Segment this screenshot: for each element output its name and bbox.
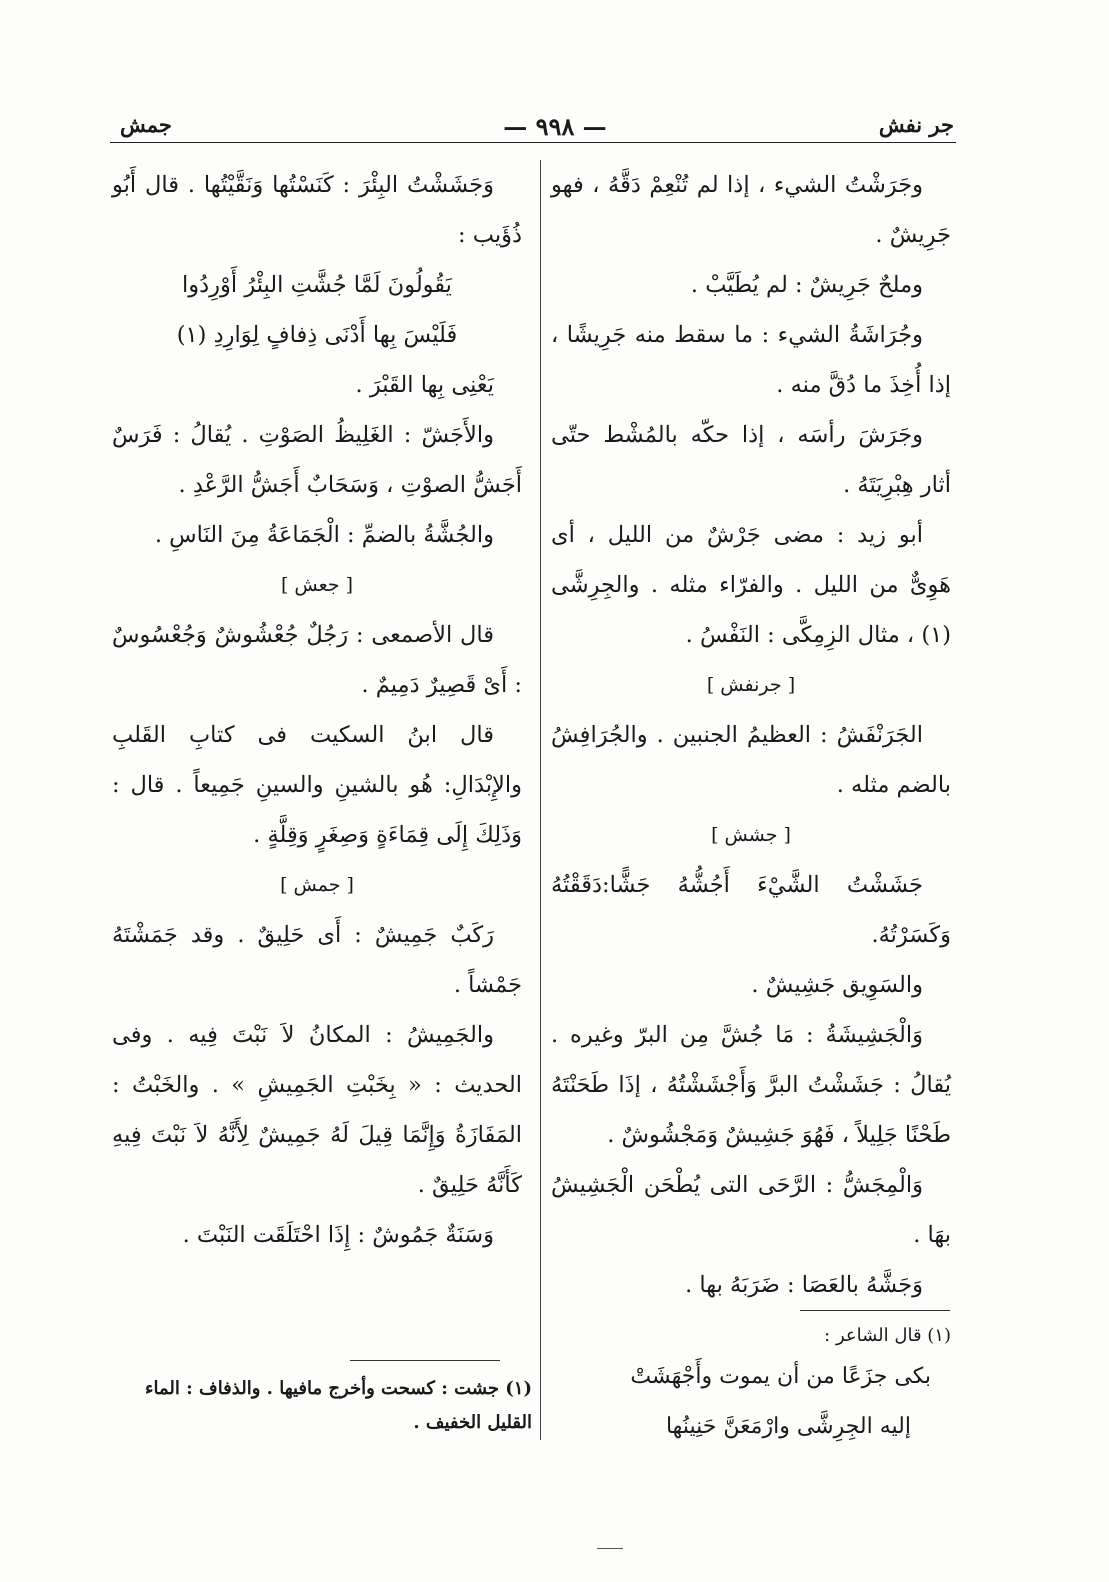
entry-paragraph: وَسَنَةٌ جَمُوشٌ : إِذَا احْتَلَقَت النَبْتَ . xyxy=(182,1222,494,1248)
section-heading: [ جعش ] xyxy=(280,574,354,596)
entry-paragraph: يَعْنِى بِها القَبْرَ . xyxy=(355,372,494,398)
footnote-rule xyxy=(800,1310,950,1311)
verse-line: يَقُولُونَ لَمَّا جُشَّتِ البِئْرُ أَوْرِدُوا xyxy=(182,272,452,298)
section-heading: [ جمش ] xyxy=(280,874,354,896)
column-divider xyxy=(540,160,541,1440)
entry-paragraph: رَكَبٌ جَمِيشٌ : أَى حَلِيقٌ . وقد جَمَشْتَهُ جَمْشاً . xyxy=(112,922,522,998)
entry-paragraph: وَالْجَشِيشَةُ : مَا جُشَّ مِن البرّ وغيره . يُقالُ : جَشَشْتُ البرَّ وَأَجْشَشْتُهُ ، إذَا طَحَنْتَهُ طَحْنًا جَلِيلاً ، فَهُوَ جَشِيشٌ وَمَجْشُوشٌ . xyxy=(551,1022,951,1148)
entry-paragraph: جَشَشْتُ الشَّيْءَ أَجُشُّهُ جَشًّا:دَقَقْتُهُ وَكَسَرْتُهُ. xyxy=(551,872,951,948)
header-root-left: جمش xyxy=(120,112,172,137)
footnote-verse-line: بكى جزَعًا من أن يموت وأَجْهَشَتْ xyxy=(630,1364,931,1389)
entry-paragraph: والجُشَّةُ بالضمِّ : الْجَمَاعَةُ مِنَ النَاسِ . xyxy=(154,522,494,548)
footnote-rule xyxy=(350,1360,500,1361)
header-root-right: جر نفش xyxy=(878,112,954,137)
entry-paragraph: والجَمِيشُ : المكانُ لاَ نَبْتَ فِيه . وفى الحديث : « بِخَبْتِ الجَمِيشِ » . والخَبْتُ : المَفَازَةُ وَإِنَّمَا قِيلَ لَهُ جَمِيشٌ لِأَنَّهُ لاَ نَبْتَ فِيهِ كَأَنَّهُ حَلِيقٌ . xyxy=(112,1022,522,1198)
header-rule xyxy=(110,142,956,143)
page-number: — ٩٩٨ — xyxy=(503,112,607,141)
entry-paragraph: وملحٌ جَرِيشٌ : لم يُطَيَّبْ . xyxy=(690,272,923,298)
entry-paragraph: الجَرَنْفَشُ : العظيمُ الجنبين . والجُرَافِشُ بالضم مثله . xyxy=(551,722,951,798)
entry-paragraph: قال ابنُ السكيت فى كتابِ القَلبِ والإِبْدَالِ: هُو بالشينِ والسينِ جَمِيعاً . قال : وَذَلِكَ إِلَى قِمَاءَةٍ وَصِغَرٍ وَقِلَّةٍ . xyxy=(112,722,522,848)
section-heading: [ جشش ] xyxy=(711,824,791,846)
entry-paragraph: قال الأصمعى : رَجُلٌ جُعْشُوشٌ وَجُعْسُوسٌ : أَىْ قَصِيرٌ دَمِيمٌ . xyxy=(112,622,522,698)
entry-paragraph: وَجَشَشْتُ البِئْرَ : كَنَسْتُها وَنَقَّيْتُها . قال أَبُو ذُؤَيب : xyxy=(112,172,522,248)
entry-paragraph: وجَرَشَ رأسَه ، إذا حكّه بالمُشْط حتّى أثار هِبْرِيَتَهُ . xyxy=(551,422,951,498)
entry-paragraph: والأَجَشّ : الغَلِيظُ الصَوْتِ . يُقالُ : فَرَسٌ أَجَشُّ الصوْتِ ، وَسَحَابٌ أَجَشُّ الرَّعْدِ . xyxy=(112,422,522,498)
entry-paragraph: وَالْمِجَشُّ : الرَّحَى التى يُطْحَن الْجَشِيشُ بهَا . xyxy=(551,1172,951,1248)
footnote-right xyxy=(551,1320,951,1452)
entry-paragraph: والسَوِيق جَشِيشٌ . xyxy=(751,972,923,998)
left-column xyxy=(112,160,522,1260)
right-column xyxy=(551,160,951,1310)
page-end-mark xyxy=(597,1548,623,1549)
footnote-verse-line: إليه الجِرِشَّى وارْمَعَنَّ حَنِينُها xyxy=(665,1414,911,1439)
footnote-left: (١) جشت : كسحت وأخرج مافيها . والذفاف : الماء القليل الخفيف . xyxy=(145,1378,532,1433)
entry-paragraph: أبو زيد : مضى جَرْشٌ من الليل ، أى هَوِىٌّ من الليل . والفرّاء مثله . والجِرِشَّى (١) ، مثال الزِمِكَّى : النَفْسُ . xyxy=(551,522,951,648)
section-heading: [ جرنفش ] xyxy=(706,674,796,696)
entry-paragraph: وجَرَشْتُ الشيء ، إذا لم تُنْعِمْ دَقَّهُ ، فهو جَرِيشٌ . xyxy=(551,172,951,248)
entry-paragraph: وَجَشَّهُ بالعَصَا : ضَرَبَهُ بها . xyxy=(685,1272,923,1298)
entry-paragraph: وجُرَاشَةُ الشيء : ما سقط منه جَرِيشًا ، إذا أُخِذَ ما دُقَّ منه . xyxy=(551,322,951,398)
verse-line: فَلَيْسَ بِها أَدْنَى ذِفافٍ لِوَارِدِ (١) xyxy=(176,322,458,348)
footnote-label: (١) قال الشاعر : xyxy=(824,1325,951,1346)
